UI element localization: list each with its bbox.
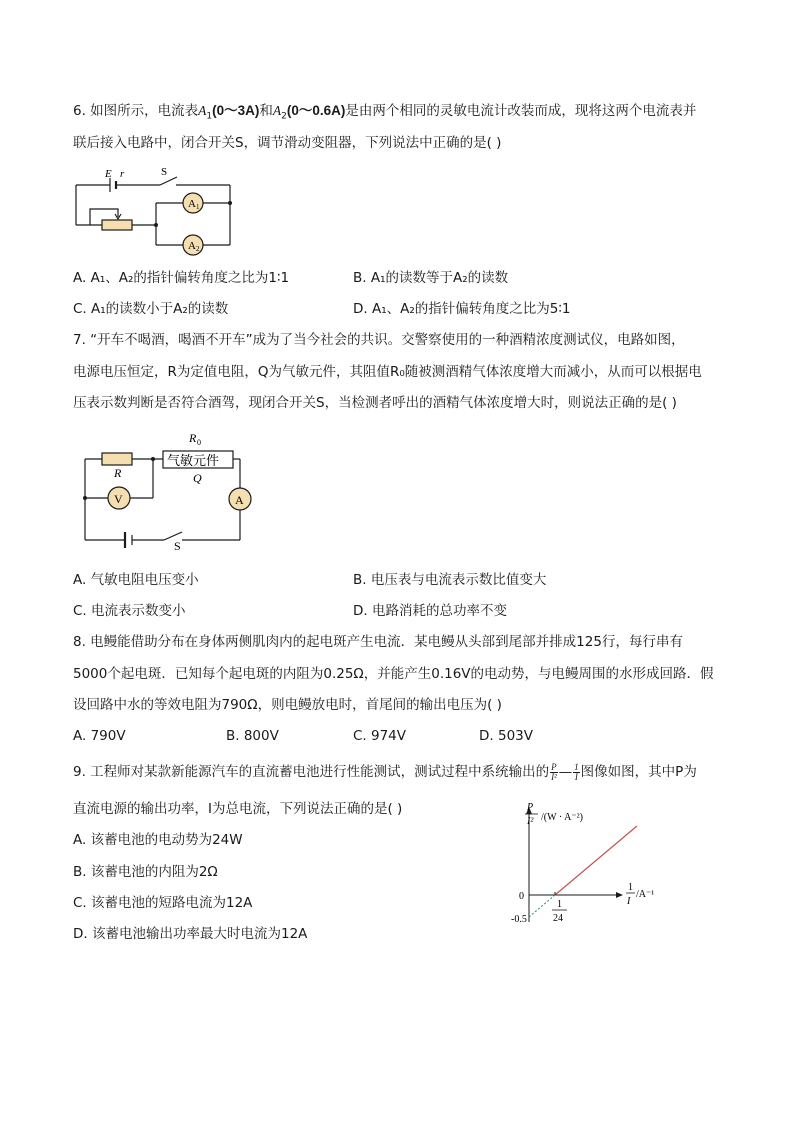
q6-option-d[interactable]: D. A₁、A₂的指针偏转角度之比为5∶1 (353, 301, 571, 317)
q9-graph (505, 800, 680, 930)
q6-option-c[interactable]: C. A₁的读数小于A₂的读数 (73, 301, 229, 317)
q7-option-b[interactable]: B. 电压表与电流表示数比值变大 (353, 572, 547, 588)
q9-graph-xlabel-1: 1 (628, 882, 633, 893)
q6-ammeter-a1: A (198, 103, 207, 118)
q7-circuit-diagram (80, 428, 260, 553)
q6-line-1: 6. 如图所示，电流表$A_1(0\sim 3A)$和$A_2(0\sim 0.6A)$是由两个相同的灵敏电流计改装而成，现将这两个电流表并 (73, 103, 697, 122)
q8-line-3: 设回路中水的等效电阻为790Ω，则电鳗放电时，首尾间的输出电压为( ) (73, 697, 502, 713)
q8-line-2: 5000个起电斑．已知每个起电斑的内阻为0.25Ω，并能产生0.16V的电动势，与电鳗周围的水形成回路．假 (73, 666, 714, 682)
q7-option-d[interactable]: D. 电路消耗的总功率不变 (353, 603, 507, 619)
q8-option-a[interactable]: A. 790V (73, 728, 126, 744)
q7-fig-label-a: A (235, 493, 244, 507)
q6-fig-label-a2: A (188, 240, 196, 252)
q7-fig-label-r: R (114, 466, 122, 480)
svg-text:2: 2 (196, 245, 200, 253)
q7-fig-gas-sensor: 气敏元件 (167, 453, 220, 468)
q7-fig-label-s: S (174, 539, 181, 553)
q6-text-b: 是由两个相同的灵敏电流计改装而成，现将这两个电流表并 (345, 103, 697, 119)
q9-graph-origin: 0 (519, 891, 524, 902)
q6-range-a1: (0～3A) (212, 103, 260, 118)
q7-fig-label-r0: R (189, 431, 197, 445)
q9-text-b: 图像如图，其中P为 (580, 764, 697, 780)
q6-option-a[interactable]: A. A₁、A₂的指针偏转角度之比为1∶1 (73, 270, 290, 286)
q7-option-a[interactable]: A. 气敏电阻电压变小 (73, 572, 199, 588)
q9-line-1: 9. 工程师对某款新能源汽车的直流蓄电池进行性能测试，测试过程中系统输出的 $\frac{P}{\text{I²}}$ — $\frac{1}{I}$ 图像如图，其中P为 (73, 761, 697, 782)
q7-fig-label-q: Q (193, 471, 202, 485)
q6-ammeter-a2: A (272, 103, 282, 118)
q9-graph-xintercept-den: 24 (553, 913, 563, 924)
q9-option-c[interactable]: C. 该蓄电池的短路电流为12A (73, 895, 253, 911)
q9-graph-line-solid (555, 826, 637, 895)
q7-line-1: 7. “开车不喝酒，喝酒不开车”成为了当今社会的共识。交警察使用的一种酒精浓度测试仪，电路如图， (73, 332, 685, 348)
q7-option-c[interactable]: C. 电流表示数变小 (73, 603, 186, 619)
q9-graph-xunit: /A⁻¹ (636, 889, 655, 900)
q8-line-1: 8. 电鳗能借助分布在身体两侧肌肉内的起电斑产生电流．某电鳗从头部到尾部并排成125行，每行串有 (73, 634, 683, 650)
q9-fraction-1-over-i: $\frac{1}{I}$ (574, 761, 579, 782)
q7-line-2: 电源电压恒定，R为定值电阻，Q为气敏元件，其阻值R₀随被测酒精气体浓度增大而减小，从而可以根据电 (73, 364, 702, 380)
q9-fraction-p-over-i2: $\frac{P}{\text{I²}}$ (551, 761, 557, 782)
q9-option-b[interactable]: B. 该蓄电池的内阻为2Ω (73, 864, 218, 880)
q9-graph-xintercept-num: 1 (557, 899, 562, 910)
q9-graph-xlabel-i: I (627, 896, 631, 907)
q9-graph-yunit: /(W · A⁻²) (541, 812, 583, 823)
q9-option-a[interactable]: A. 该蓄电池的电动势为24W (73, 832, 243, 848)
q9-graph-line-dashed (529, 895, 555, 917)
q9-option-d[interactable]: D. 该蓄电池输出功率最大时电流为12A (73, 926, 308, 942)
q6-line-2: 联后接入电路中，闭合开关S，调节滑动变阻器，下列说法中正确的是( ) (73, 135, 502, 151)
q9-graph-ylabel-p: P (527, 802, 534, 813)
q6-text-a: 6. 如图所示，电流表 (73, 103, 199, 119)
q7-line-3: 压表示数判断是否符合酒驾，现闭合开关S，当检测者呼出的酒精气体浓度增大时，则说法正确的是( ) (73, 395, 677, 411)
svg-text:1: 1 (196, 203, 200, 211)
q6-fig-label-e: E (105, 168, 112, 180)
q6-option-b[interactable]: B. A₁的读数等于A₂的读数 (353, 270, 509, 286)
q8-option-c[interactable]: C. 974V (353, 728, 407, 744)
q8-option-b[interactable]: B. 800V (226, 728, 279, 744)
q6-fig-label-r: r (120, 168, 125, 180)
q9-text-a: 9. 工程师对某款新能源汽车的直流蓄电池进行性能测试，测试过程中系统输出的 (73, 764, 550, 780)
q9-graph-ylabel-i2: I² (527, 816, 534, 827)
q6-range-a2: (0～0.6A) (286, 103, 346, 118)
q6-circuit-diagram (72, 165, 242, 257)
q9-graph-yintercept: -0.5 (511, 914, 527, 925)
q9-line-2: 直流电源的输出功率，I为总电流，下列说法正确的是( ) (73, 801, 403, 817)
svg-text:0: 0 (197, 438, 201, 447)
q6-fig-label-s: S (161, 166, 168, 178)
q8-option-d[interactable]: D. 503V (479, 728, 533, 744)
q6-fig-label-a1: A (188, 198, 196, 210)
q7-fig-label-v: V (114, 492, 123, 506)
